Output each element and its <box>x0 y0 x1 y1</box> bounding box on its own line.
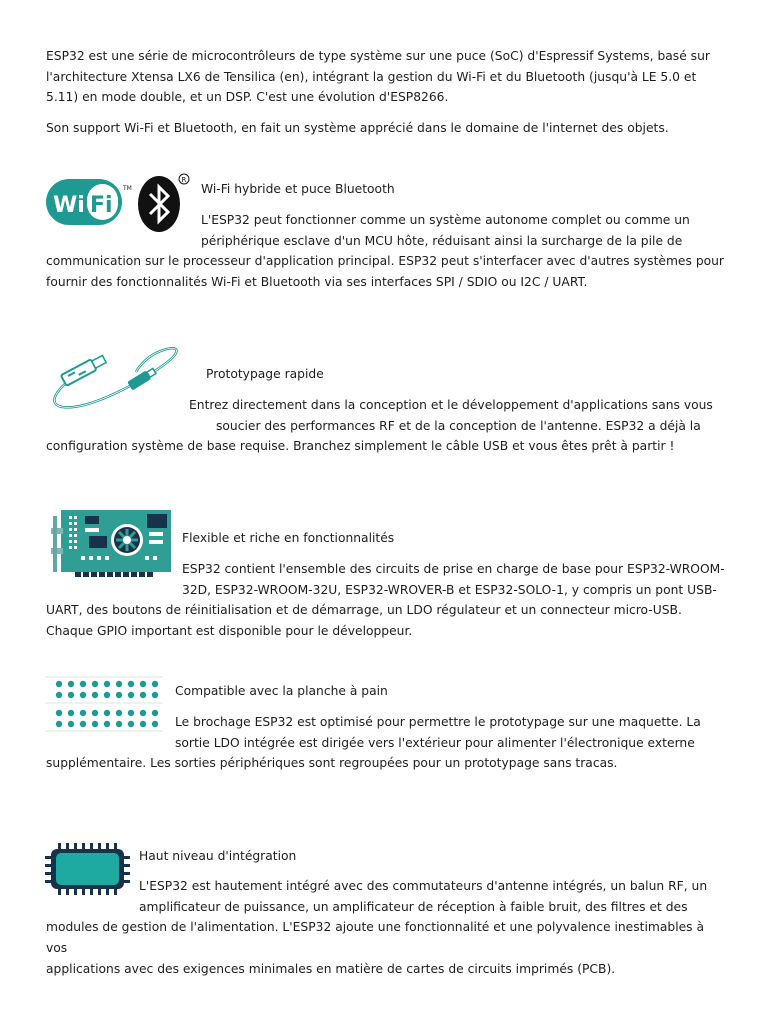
feature-body-prototypage <box>46 395 726 457</box>
feature-body-integration <box>46 876 726 980</box>
body-line: applications avec des exigences minimales en matière de cartes de circuits imprimés (PCB). <box>46 961 616 976</box>
wifi-logo-text-wi: Wi <box>53 193 85 218</box>
svg-text:TM: TM <box>123 185 132 192</box>
intro-paragraph-2: Son support Wi-Fi et Bluetooth, en fait un système apprécié dans le domaine de l'internet des objets. <box>46 121 669 135</box>
feature-title-wifi-bluetooth: Wi-Fi hybride et puce Bluetooth <box>201 182 395 196</box>
body-line: sortie LDO intégrée est dirigée vers l'extérieur pour alimenter l'électronique externe <box>175 735 695 750</box>
svg-text:R: R <box>181 176 187 184</box>
wifi-logo-text-fi: Fi <box>90 193 113 218</box>
body-line: supplémentaire. Les sorties périphériques sont regroupées pour un prototypage sans tracas. <box>46 756 618 771</box>
body-line: UART, des boutons de réinitialisation et de démarrage, un LDO régulateur et un connecteur micro-USB. <box>46 603 682 618</box>
intro-paragraph-1: ESP32 est une série de microcontrôleurs de type système sur une puce (SoC) d'Espressif Systems, basé sur l'architecture Xtensa LX6 de Tensilica (en), intégrant la gestion du Wi-Fi et du Bluetooth (jusqu'à LE 5.0 et 5.11) en mode double, et un DSP. C'est une évolution d'ESP8266. <box>46 49 710 105</box>
feature-title-breadboard: Compatible avec la planche à pain <box>175 684 388 698</box>
body-line: périphérique esclave d'un MCU hôte, réduisant ainsi la surcharge de la pile de <box>201 233 683 248</box>
body-line: configuration système de base requise. Branchez simplement le câble USB et vous êtes prêt à partir ! <box>46 439 675 454</box>
feature-body-flexible <box>46 559 726 642</box>
body-line: ESP32 contient l'ensemble des circuits de prise en charge de base pour ESP32-WROOM- <box>182 562 725 576</box>
feature-title-prototypage: Prototypage rapide <box>206 367 324 381</box>
body-line: modules de gestion de l'alimentation. L'ESP32 ajoute une fonctionnalité et une polyvalence inestimables à vos <box>46 920 705 956</box>
body-line: 32D, ESP32-WROOM-32U, ESP32-WROVER-B et ESP32-SOLO-1, y compris un pont USB- <box>182 582 717 597</box>
body-line: Chaque GPIO important est disponible pour le développeur. <box>46 624 413 639</box>
body-line: soucier des performances RF et de la conception de l'antenne. ESP32 a déjà la <box>216 418 701 433</box>
body-line: L'ESP32 peut fonctionner comme un système autonome complet ou comme un <box>201 213 690 227</box>
feature-body-wifi-bluetooth <box>46 210 726 293</box>
body-line: communication sur le processeur d'application principal. ESP32 peut s'interfacer avec d'autres systèmes pour <box>46 254 724 269</box>
body-line: Entrez directement dans la conception et le développement d'applications sans vous <box>189 398 713 412</box>
body-line: amplificateur de puissance, un amplificateur de réception à faible bruit, des filtres et des <box>139 899 688 914</box>
body-line: fournir des fonctionnalités Wi-Fi et Bluetooth via ses interfaces SPI / SDIO ou I2C / UART. <box>46 275 588 290</box>
body-line: L'ESP32 est hautement intégré avec des commutateurs d'antenne intégrés, un balun RF, un <box>139 879 708 893</box>
feature-title-flexible: Flexible et riche en fonctionnalités <box>182 531 395 545</box>
feature-title-integration: Haut niveau d'intégration <box>139 849 297 863</box>
body-line: Le brochage ESP32 est optimisé pour permettre le prototypage sur une maquette. La <box>175 715 701 729</box>
feature-body-breadboard <box>46 712 726 774</box>
